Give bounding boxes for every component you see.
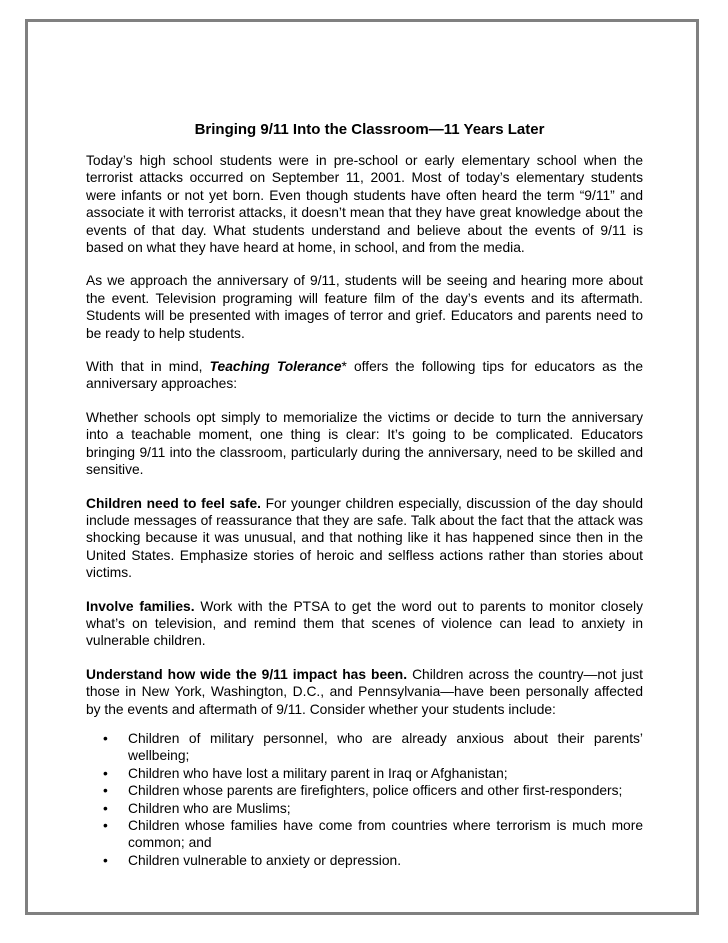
bullet-icon: • bbox=[103, 852, 108, 868]
tip-feel-safe bbox=[86, 495, 643, 582]
teaching-tolerance-emphasis: Teaching Tolerance bbox=[209, 359, 342, 375]
bullet-icon: • bbox=[103, 730, 108, 746]
list-item-text: Children who have lost a military parent in Iraq or Afghanistan; bbox=[128, 765, 508, 781]
tolerance-text-before: With that in mind, bbox=[86, 359, 210, 375]
list-item-text: Children of military personnel, who are already anxious about their parents’ wellbeing; bbox=[128, 730, 643, 764]
paragraph-teachable-moment: Whether schools opt simply to memorialize the victims or decide to turn the anniversary into a teachable moment, one thing is clear: It’s going to be complicated. Educators bringing 9/11 into the classroom, particularly during the anniversary, need to be skilled and sensitive. bbox=[86, 409, 643, 478]
bullet-icon: • bbox=[103, 818, 108, 833]
tip-body: Children across the country—not just those in New York, Washington, D.C., and Pennsylvania—have been personally affected by the events and aftermath of 9/11. Consider whether your students include: bbox=[86, 666, 644, 717]
tip-body: For younger children especially, discussion of the day should include messages of reassurance that they are safe. Talk about the fact that the attack was shocking because it was unusual, and that nothing like it has happened since then in the United States. Emphasize stories of heroic and selfless actions rather than stories about victims. bbox=[86, 495, 643, 581]
paragraph-anniversary: As we approach the anniversary of 9/11, students will be seeing and hearing more about the event. Television programing will feature film of the day’s events and its aftermath. Students will be presented with images of terror and grief. Educators and parents need to be ready to help students. bbox=[86, 273, 643, 341]
paragraph-teaching-tolerance bbox=[86, 358, 643, 393]
bullet-icon: • bbox=[103, 800, 108, 816]
list-item bbox=[86, 800, 643, 817]
student-groups-list bbox=[86, 730, 643, 869]
bullet-icon: • bbox=[103, 765, 108, 781]
paragraph-intro-students: Today’s high school students were in pre-school or early elementary school when the terrorist attacks occurred on September 11, 2001. Most of today’s elementary students were infants or not yet born. Even though students have often heard the term “9/11” and associate it with terrorist attacks, it doesn’t mean that they have great knowledge about the events of that day. What students understand and believe about the events of 9/11 is based on what they have heard at home, in school, and from the media. bbox=[86, 153, 643, 256]
tolerance-text-after: * offers the following tips for educators as the anniversary approaches: bbox=[86, 359, 643, 392]
tip-lead: Children need to feel safe. bbox=[86, 495, 261, 511]
document-title: Bringing 9/11 Into the Classroom—11 Years Later bbox=[194, 121, 545, 138]
tip-involve-families bbox=[86, 598, 643, 650]
list-item-text: Children whose parents are firefighters, police officers and other first-responders; bbox=[128, 783, 623, 799]
document-body bbox=[86, 120, 643, 869]
list-item-text: Children vulnerable to anxiety or depression. bbox=[128, 852, 402, 868]
list-item bbox=[86, 782, 643, 799]
tip-body: Work with the PTSA to get the word out to parents to monitor closely what’s on television, and remind them that scenes of violence can lead to anxiety in vulnerable children. bbox=[86, 598, 643, 649]
list-item bbox=[86, 817, 643, 852]
list-item-text: Children whose families have come from countries where terrorism is much more common; and bbox=[128, 818, 643, 851]
list-item bbox=[86, 730, 643, 765]
list-item bbox=[86, 765, 643, 782]
tip-lead: Understand how wide the 9/11 impact has been. bbox=[86, 666, 408, 682]
list-item-text: Children who are Muslims; bbox=[128, 800, 291, 816]
tip-lead: Involve families. bbox=[86, 598, 195, 614]
list-item bbox=[86, 852, 643, 869]
tip-understand-impact bbox=[86, 666, 643, 718]
bullet-icon: • bbox=[103, 783, 108, 799]
